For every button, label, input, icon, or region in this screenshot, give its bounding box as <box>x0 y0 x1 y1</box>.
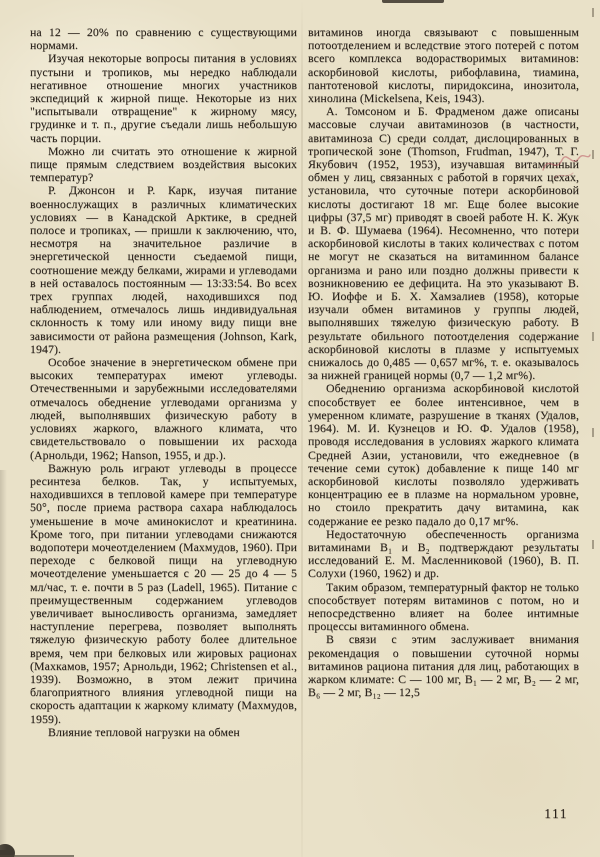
paragraph: Недостаточную обеспеченность организма витаминами B₁ и B₂ подтверждают результаты исследований Е. М. Масленниковой (1960), В. П. Солухи (1960, 1962) и др. <box>308 526 579 581</box>
scan-artifact-edge-tick <box>592 540 594 549</box>
paragraph: А. Томсоном и Б. Фрадменом даже описаны массовые случаи авитаминозов (в частности, авитаминоза С) среди солдат, дислоцированных в тропической зоне (Thomson, Frudman, 1947), Т. Г. Якубович (1952, 1953), изучавшая витаминный обмен у лиц, связанных с работой в горячих цехах, установила, что суточные потери аскорбиновой кислоты достигают 18 мг. Еще более высокие цифры (37,5 мг) приводят в своей работе Н. К. Жук и В. Ф. Шумаева (1964). Несомненно, что потери аскорбиновой кислоты в таких количествах с потом не могут не сказаться на витаминном балансе организма и рано или поздно должны привести к возникновению ее дефицита. На это указывают В. Ю. Иоффе и Б. Х. Хамзалиев (1958), которые изучали обмен витаминов у группы людей, выполнявших тяжелую физическую работу. В результате обильного потоотделения содержание аскорбиновой кислоты в плазме у испытуемых снижалось до 0,485 — 0,657 мг%, т. е. оказывалось за нижней границей нормы (0,7 — 1,2 мг%). <box>308 104 579 383</box>
text-column-right <box>308 26 579 739</box>
text-columns <box>30 26 579 739</box>
page-number: 111 <box>544 806 568 821</box>
paragraph: Изучая некоторые вопросы питания в условиях пустыни и тропиков, мы нередко наблюдали негативное отношение многих участников экспедиций к жирной пище. Некоторые из них "испытывали отвращение" к жирному мясу, грудинке и т. п., другие съедали лишь небольшую часть порции. <box>30 51 297 145</box>
scan-artifact-edge-tick <box>592 8 594 17</box>
scan-artifact-top-streak <box>382 0 444 3</box>
paragraph: Таким образом, температурный фактор не только способствует потерям витаминов с потом, но и непосредственно влияет на более интимные процессы витаминного обмена. <box>308 579 579 634</box>
text-column-left <box>30 26 297 739</box>
paragraph: Р. Джонсон и Р. Карк, изучая питание военнослужащих в различных климатических условиях — в Канадской Арктике, в средней полосе и тропиках, — пришли к заключению, что, несмотря на значительное различие в энергетической ценности съедаемой пищи, соотношение между белками, жирами и углеводами в ней оставалось постоянным — 13:33:54. Во всех трех группах людей, находившихся под наблюдением, отмечалось лишь индивидуальная склонность к тому или иному виду пищи вне зависимости от района размещения (Johnson, Kark, 1947). <box>30 183 297 356</box>
scan-artifact-edge-tick <box>592 428 594 437</box>
paragraph: витаминов иногда связывают с повышенным потоотделением и вследствие этого потерей с потом всего комплекса водорастворимых витаминов: аскорбиновой кислоты, рибофлавина, тиамина, пантотеновой кислоты, пиридоксина, инозитола, хинолина (Mickelsena, Keis, 1943). <box>308 25 579 106</box>
scan-artifact-edge-tick <box>592 150 594 159</box>
paragraph: Можно ли считать это отношение к жирной пище прямым следствием воздействия высоких температур? <box>30 143 297 185</box>
paragraph: Важную роль играют углеводы в процессе ресинтеза белков. Так, у испытуемых, находившихся в тепловой камере при температуре 50°, после приема раствора сахара наблюдалось уменьшение в моче аминокислот и креатинина. Кроме того, при питании углеводами снижаются водопотери мочеотделением (Махмудов, 1960). При переходе с белковой пищи на углеводную мочеотделение уменьшается с 20 — 25 до 4 — 5 мл/час, т. е. почти в 5 раз (Ladell, 1965). Питание с преимущественным содержанием углеводов увеличивает выносливость организма, замедляет наступление перегрева, позволяет выполнять тяжелую физическую работу более длительное время, чем при белковых или жировых рационах (Махкамов, 1957; Арнольди, 1962; Christensen et al., 1939). Возможно, в этом лежит причина благоприятного влияния углеводной пищи на скорость адаптации к жаркому климату (Махмудов, 1959). <box>30 460 297 726</box>
paragraph: Обеднению организма аскорбиновой кислотой способствует ее более интенсивное, чем в умеренном климате, разрушение в тканях (Удалов, 1964). М. И. Кузнецов и Ю. Ф. Удалов (1958), проводя исследования в условиях жаркого климата Средней Азии, установили, что ежедневное (в течение семи суток) добавление к пище 140 мг аскорбиновой кислоты позволяло удерживать концентрацию ее в плазме на нормальном уровне, но стоило прекратить дачу витамина, как содержание ее резко падало до 0,17 мг%. <box>308 381 579 528</box>
scan-artifact-edge-tick <box>592 332 594 341</box>
scan-artifact-left-shade <box>0 470 7 850</box>
paragraph: Влияние тепловой нагрузки на обмен <box>48 724 240 739</box>
paragraph: В связи с этим заслуживает внимания рекомендация о повышении суточной нормы витаминов рациона питания для лиц, работающих в жарком климате: С — 100 мг, B₁ — 2 мг, B₂ — 2 мг, B₆ — 2 мг, B₁₂ — 12,5 <box>308 632 579 700</box>
paragraph: на 12 — 20% по сравнению с существующими нормами. <box>30 25 297 53</box>
paragraph: Особое значение в энергетическом обмене при высоких температурах имеют углеводы. Отечественными и зарубежными исследователями отмечалось обеднение углеводами организма у людей, выполнявших физическую работу в условиях жаркого, влажного климата, что свидетельствовало о повышении их расхода (Арнольди, 1962; Hanson, 1955, и др.). <box>30 355 297 462</box>
